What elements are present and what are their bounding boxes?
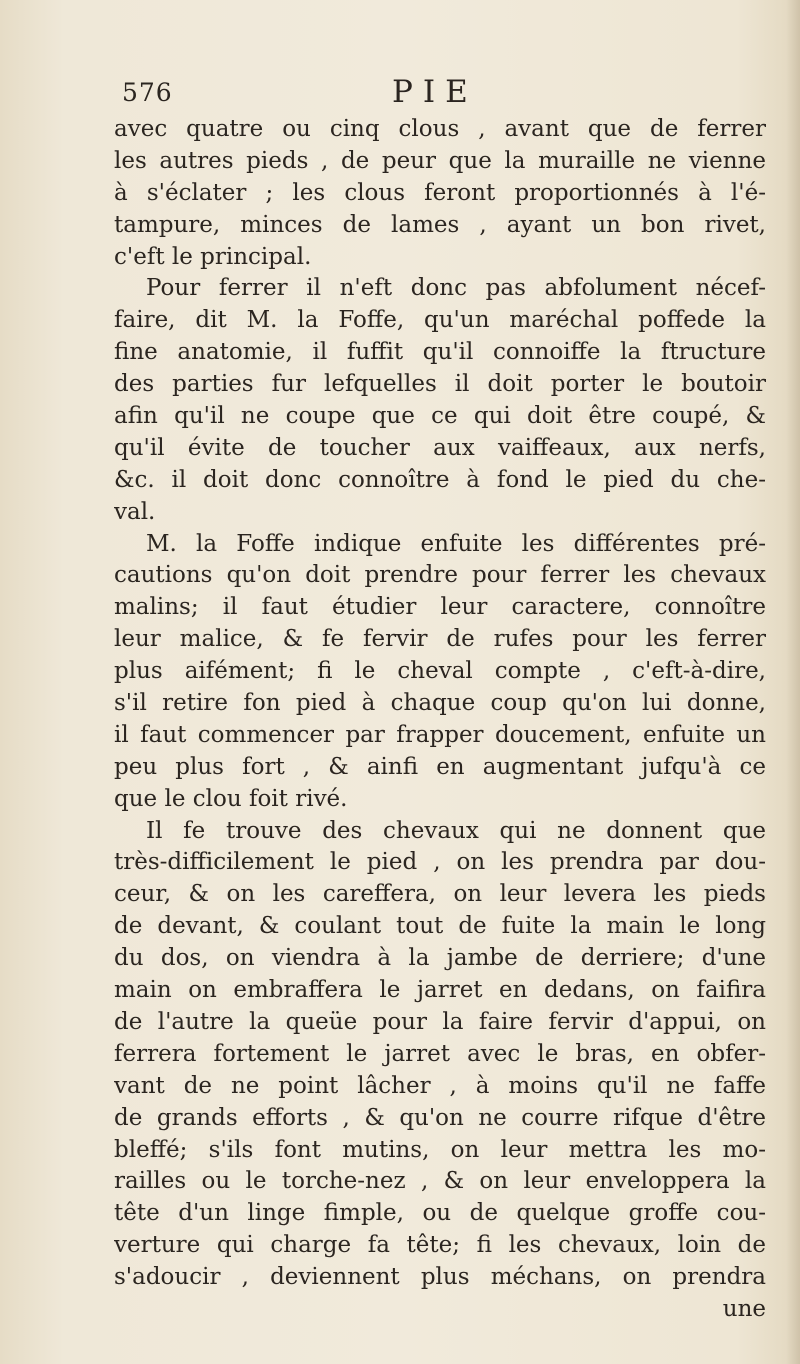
text-line: ceur, & on les careffera, on leur levera les pieds <box>114 881 766 908</box>
running-head: PIE <box>392 74 478 110</box>
text-line: les autres pieds , de peur que la muraille ne vienne <box>114 147 766 174</box>
body-text <box>114 114 766 1326</box>
text-line: s'il retire fon pied à chaque coup qu'on lui donne, <box>114 690 766 717</box>
text-line: à s'éclater ; les clous feront proportionnés à l'é- <box>114 179 766 206</box>
text-line: Il fe trouve des chevaux qui ne donnent que <box>146 817 766 844</box>
text-line: railles ou le torche-nez , & on leur enveloppera la <box>114 1168 766 1195</box>
text-line: avec quatre ou cinq clous , avant que de ferrer <box>114 116 766 142</box>
text-line: de devant, & coulant tout de fuite la main le long <box>114 913 766 940</box>
catchword: une <box>722 1295 766 1322</box>
text-line: bleffé; s'ils font mutins, on leur mettra les mo- <box>114 1136 766 1163</box>
text-line: val. <box>114 498 156 525</box>
text-line: malins; il faut étudier leur caractere, connoître <box>114 594 766 621</box>
text-line: leur malice, & fe fervir de rufes pour les ferrer <box>114 626 766 653</box>
text-line: afin qu'il ne coupe que ce qui doit être coupé, & <box>114 403 766 430</box>
text-line: verture qui charge fa tête; fi les chevaux, loin de <box>114 1232 766 1259</box>
text-line: peu plus fort , & ainfi en augmentant jufqu'à ce <box>114 753 766 780</box>
text-line: M. la Foffe indique enfuite les différentes pré- <box>146 530 766 557</box>
text-line: main on embraffera le jarret en dedans, on faifira <box>114 977 766 1004</box>
text-line: tampure, minces de lames , ayant un bon rivet, <box>114 211 766 238</box>
text-line: plus aifément; fi le cheval compte , c'eft-à-dire, <box>114 658 766 685</box>
text-line: fine anatomie, il fuffit qu'il connoiffe la ftructure <box>114 339 766 366</box>
text-line: des parties fur lefquelles il doit porter le boutoir <box>114 371 766 398</box>
text-line: vant de ne point lâcher , à moins qu'il ne faffe <box>114 1072 766 1099</box>
text-line: très-difficilement le pied , on les prendra par dou- <box>114 849 766 876</box>
text-line: de l'autre la queüe pour la faire fervir d'appui, on <box>114 1008 766 1035</box>
text-line: ferrera fortement le jarret avec le bras, en obfer- <box>114 1040 766 1067</box>
page-header <box>112 70 772 112</box>
text-line: s'adoucir , deviennent plus méchans, on prendra <box>114 1264 766 1291</box>
page-edge-shadow <box>786 0 800 1364</box>
text-line: de grands efforts , & qu'on ne courre rifque d'être <box>114 1104 766 1131</box>
page-number: 576 <box>122 78 173 107</box>
text-line: cautions qu'on doit prendre pour ferrer les chevaux <box>114 562 766 589</box>
text-line: &c. il doit donc connoître à fond le pied du che- <box>114 466 766 493</box>
text-line: c'eft le principal. <box>114 243 312 270</box>
text-line: qu'il évite de toucher aux vaiffeaux, aux nerfs, <box>114 434 766 461</box>
text-line: tête d'un linge fimple, ou de quelque groffe cou- <box>114 1200 766 1227</box>
text-line: il faut commencer par frapper doucement, enfuite un <box>114 721 766 748</box>
text-line: que le clou foit rivé. <box>114 785 348 812</box>
text-line: faire, dit M. la Foffe, qu'un maréchal poffede la <box>114 307 766 334</box>
text-line: Pour ferrer il n'eft donc pas abfolument nécef- <box>146 275 766 302</box>
text-line: du dos, on viendra à la jambe de derriere; d'une <box>114 945 766 972</box>
